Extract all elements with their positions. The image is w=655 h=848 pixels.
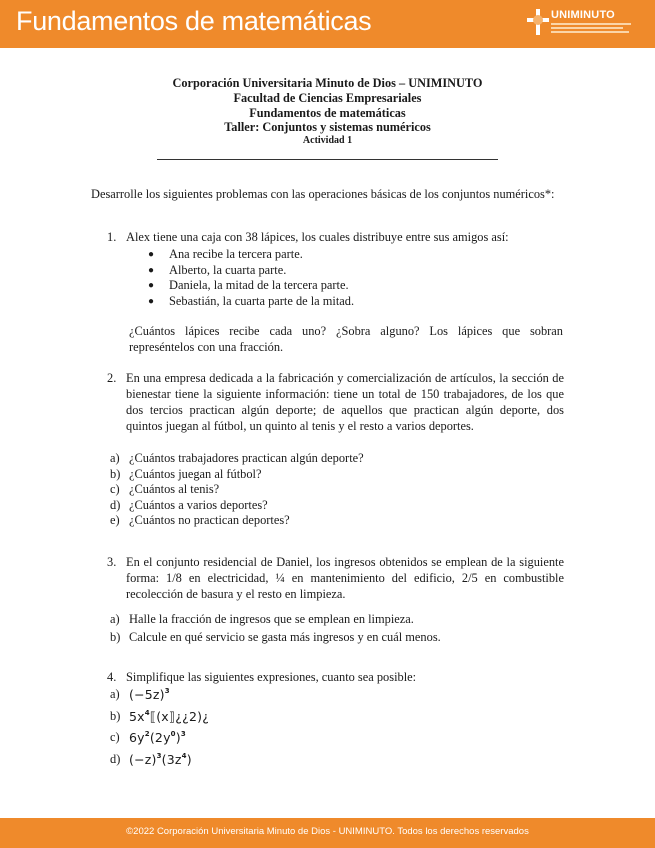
item-text: ¿Cuántos al tenis? (129, 482, 220, 496)
uniminuto-logo-mark-icon (527, 9, 549, 35)
problem-1-text: Alex tiene una caja con 38 lápices, los cuales distribuye entre sus amigos así: (126, 230, 509, 244)
intro-paragraph: Desarrolle los siguientes problemas con las operaciones básicas de los conjuntos numéricos*: (91, 187, 555, 201)
bullet-text: Daniela, la mitad de la tercera parte. (169, 278, 349, 292)
logo-name: UNIMINUTO (551, 9, 615, 21)
problem-1-bullet-list (148, 247, 354, 309)
item-letter: a) (110, 612, 120, 626)
bullet-icon: ● (148, 280, 155, 291)
expression-item (110, 706, 209, 728)
list-item (110, 513, 364, 529)
expression-item (110, 749, 209, 771)
header-bar (0, 0, 655, 48)
header-title: Fundamentos de matemáticas (16, 6, 372, 36)
institution-name: Corporación Universitaria Minuto de Dios – UNIMINUTO (172, 76, 483, 90)
list-item (110, 451, 364, 467)
item-text: ¿Cuántos no practican deportes? (129, 513, 290, 527)
course-name: Fundamentos de matemáticas (249, 105, 406, 120)
item-letter: c) (110, 482, 120, 496)
item-letter: b) (110, 630, 121, 644)
item-letter: e) (110, 513, 120, 527)
heading-divider (157, 159, 498, 160)
uniminuto-logo (527, 8, 635, 40)
math-expression: $6y^2(2y^0)^3$ (129, 730, 186, 746)
item-letter: c) (110, 730, 120, 745)
expression-item (110, 727, 209, 749)
math-expression: $5x^4⟦(x⟧¿¿2)¿$ (129, 708, 210, 724)
logo-tagline-line (551, 27, 623, 29)
problem-2-text: En una empresa dedicada a la fabricación y comercialización de artículos, la sección de bienestar tiene la siguiente información: tiene un total de 150 trabajadores, de los que dos tercios practican algún deporte; de aquellos que practican algún deporte, dos quintos juegan al fútbol, un quinto al tenis y el resto a varios deportes. (126, 371, 564, 433)
list-item (110, 630, 441, 646)
problem-3-number: 3. (107, 555, 117, 569)
item-letter: a) (110, 451, 120, 465)
problem-3-questions (110, 612, 441, 646)
problem-1-number: 1. (107, 230, 117, 244)
list-item (148, 247, 354, 263)
bullet-icon: ● (148, 295, 155, 307)
problem-4-expressions (110, 684, 209, 770)
item-text: Calcule en qué servicio se gasta más ingresos y en cuál menos. (129, 630, 441, 644)
problem-4-number: 4. (107, 670, 117, 684)
logo-tagline-line (551, 23, 631, 25)
list-item (148, 263, 354, 279)
faculty-name: Facultad de Ciencias Empresariales (233, 90, 422, 105)
bullet-text: Sebastián, la cuarta parte de la mitad. (169, 293, 355, 308)
bullet-text: Ana recibe la tercera parte. (169, 247, 303, 261)
list-item (110, 498, 364, 514)
list-item (148, 294, 354, 310)
bullet-icon: ● (148, 249, 155, 260)
item-letter: d) (110, 751, 121, 766)
problem-2-number: 2. (107, 371, 117, 385)
logo-tagline-line (551, 31, 629, 33)
item-letter: a) (110, 687, 120, 702)
item-letter: b) (110, 466, 121, 481)
footer-bar (0, 818, 655, 848)
item-text: ¿Cuántos a varios deportes? (129, 497, 268, 512)
math-expression: $(-5z)^3$ (129, 687, 170, 703)
item-text: Halle la fracción de ingresos que se emplean en limpieza. (129, 612, 414, 626)
copyright-text: ©2022 Corporación Universitaria Minuto de Dios - UNIMINUTO. Todos los derechos reservados (126, 826, 529, 837)
item-letter: d) (110, 497, 121, 512)
math-expression: $(-z)^3(3z^4)$ (129, 751, 192, 767)
bullet-text: Alberto, la cuarta parte. (169, 262, 287, 277)
list-item (110, 482, 364, 498)
list-item (110, 467, 364, 483)
item-text: ¿Cuántos trabajadores practican algún deporte? (129, 451, 364, 465)
item-text: ¿Cuántos juegan al fútbol? (129, 466, 262, 481)
problem-3-text: En el conjunto residencial de Daniel, los ingresos obtenidos se emplean de la siguiente forma: 1/8 en electricidad, ¼ en mantenimiento del edificio, 2/5 en combustible recolección de basura y el resto en limpieza. (126, 555, 564, 601)
expression-item (110, 684, 209, 706)
problem-4-text: Simplifique las siguientes expresiones, cuanto sea posible: (126, 670, 417, 684)
item-letter: b) (110, 708, 121, 723)
problem-2-questions (110, 451, 364, 529)
problem-1-question: ¿Cuántos lápices recibe cada uno? ¿Sobra alguno? Los lápices que sobran represéntelos con una fracción. (129, 324, 563, 354)
list-item (148, 278, 354, 294)
list-item (110, 612, 441, 630)
bullet-icon: ● (148, 264, 155, 276)
activity-label: Actividad 1 (302, 135, 353, 147)
document-heading (0, 76, 655, 147)
workshop-title: Taller: Conjuntos y sistemas numéricos (224, 120, 431, 135)
